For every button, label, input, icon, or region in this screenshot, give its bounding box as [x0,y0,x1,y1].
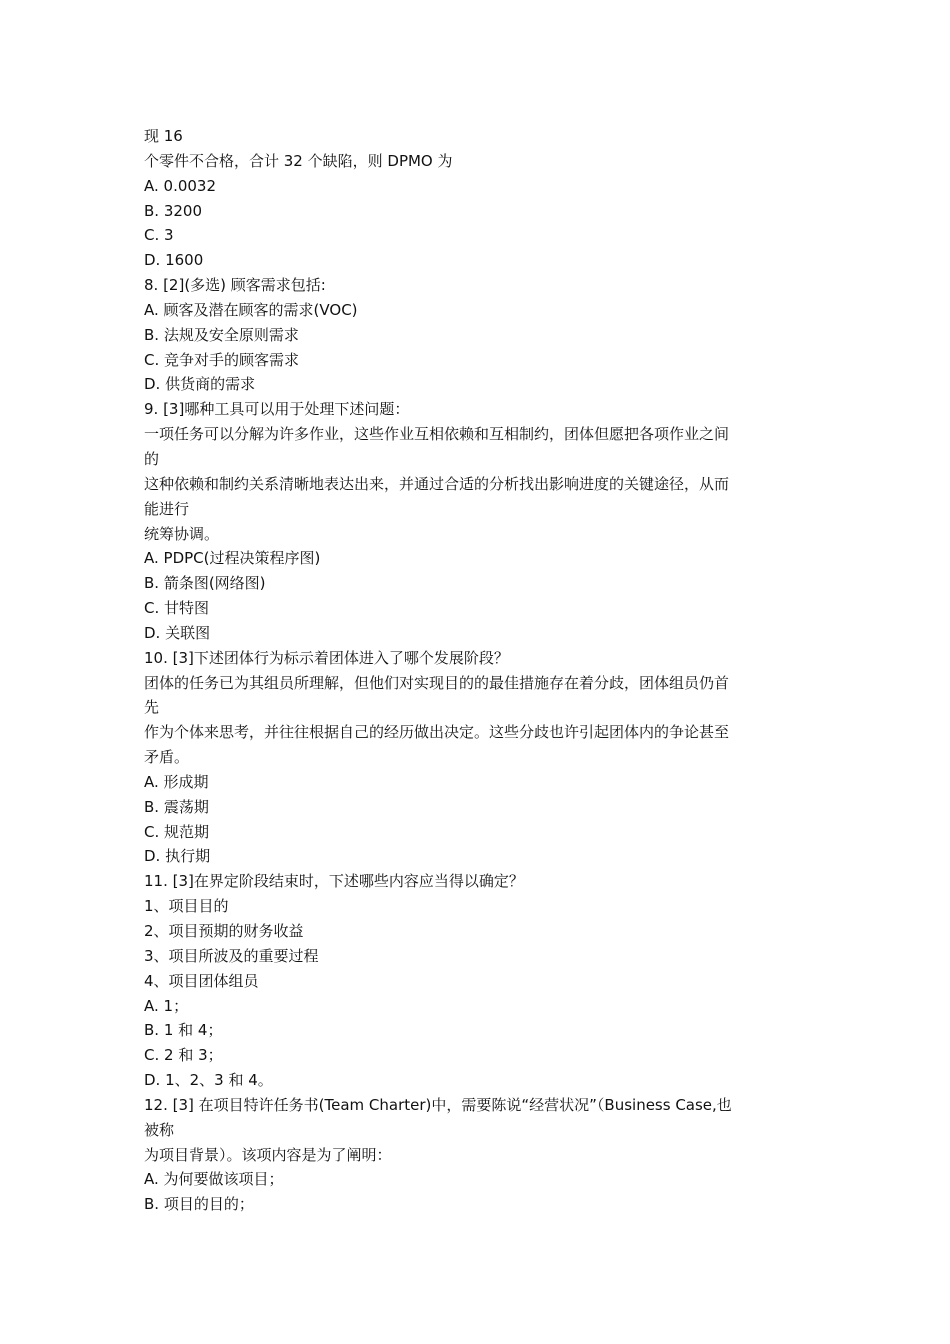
option-line: B. 震荡期 [144,797,209,816]
option-line: B. 3200 [144,201,203,220]
option-line: A. 0.0032 [144,176,217,195]
question-9-title: 9. [3]哪种工具可以用于处理下述问题： [144,400,410,419]
option-line: D. 1、2、3 和 4。 [144,1071,273,1090]
option-line: D. 执行期 [144,847,211,866]
list-item: 4、项目团体组员 [144,971,259,990]
question-12-title: 12. [3] 在项目特许任务书(Team Charter)中，需要陈说“经营状况”（Business Case,也 [144,1095,732,1114]
text-line: 被称 [144,1120,175,1139]
option-line: B. 法规及安全原则需求 [144,325,299,344]
question-11-title: 11. [3]在界定阶段结束时，下述哪些内容应当得以确定？ [144,872,524,891]
text-line: 这种依赖和制约关系清晰地表达出来，并通过合适的分析找出影响进度的关键途径，从而 [144,474,730,493]
option-line: A. 顾客及潜在顾客的需求(VOC) [144,300,358,319]
text-line: 为项目背景）。该项内容是为了阐明： [144,1145,392,1164]
option-line: B. 1 和 4； [144,1021,223,1040]
question-7-stem: 个零件不合格，合计 32 个缺陷，则 DPMO 为 [144,151,453,170]
option-line: C. 甘特图 [144,599,210,618]
text-line: 一项任务可以分解为许多作业，这些作业互相依赖和互相制约，团体但愿把各项作业之间 [144,425,730,444]
list-item: 1、项目目的 [144,897,229,916]
text-line: 作为个体来思考，并往往根据自己的经历做出决定。这些分歧也许引起团体内的争论甚至 [144,723,730,742]
text-line: 现 16 [144,127,183,145]
option-line: A. 形成期 [144,772,209,791]
document-page [144,124,816,1217]
option-line: B. 项目的目的； [144,1195,254,1214]
text-line: 团体的任务已为其组员所理解，但他们对实现目的的最佳措施存在着分歧，团体组员仍首 [144,673,730,692]
option-line: C. 竞争对手的顾客需求 [144,350,300,369]
option-line: A. 为何要做该项目； [144,1170,284,1189]
option-line: D. 关联图 [144,623,211,642]
text-line: 矛盾。 [144,748,190,767]
text-line: 能进行 [144,499,190,518]
question-10-title: 10. [3]下述团体行为标示着团体进入了哪个发展阶段？ [144,648,509,667]
option-line: D. 供货商的需求 [144,375,256,394]
text-line: 统筹协调。 [144,524,220,543]
option-line: C. 2 和 3； [144,1046,223,1065]
option-line: C. 3 [144,226,174,245]
option-line: C. 规范期 [144,822,210,841]
question-8-title: 8. [2](多选) 顾客需求包括: [144,276,326,295]
option-line: D. 1600 [144,251,204,270]
option-line: B. 箭条图(网络图) [144,574,266,593]
option-line: A. PDPC(过程决策程序图) [144,549,321,568]
text-line: 先 [144,698,160,717]
list-item: 3、项目所波及的重要过程 [144,946,319,965]
text-line: 的 [144,449,160,468]
option-line: A. 1； [144,996,189,1015]
list-item: 2、项目预期的财务收益 [144,922,304,940]
